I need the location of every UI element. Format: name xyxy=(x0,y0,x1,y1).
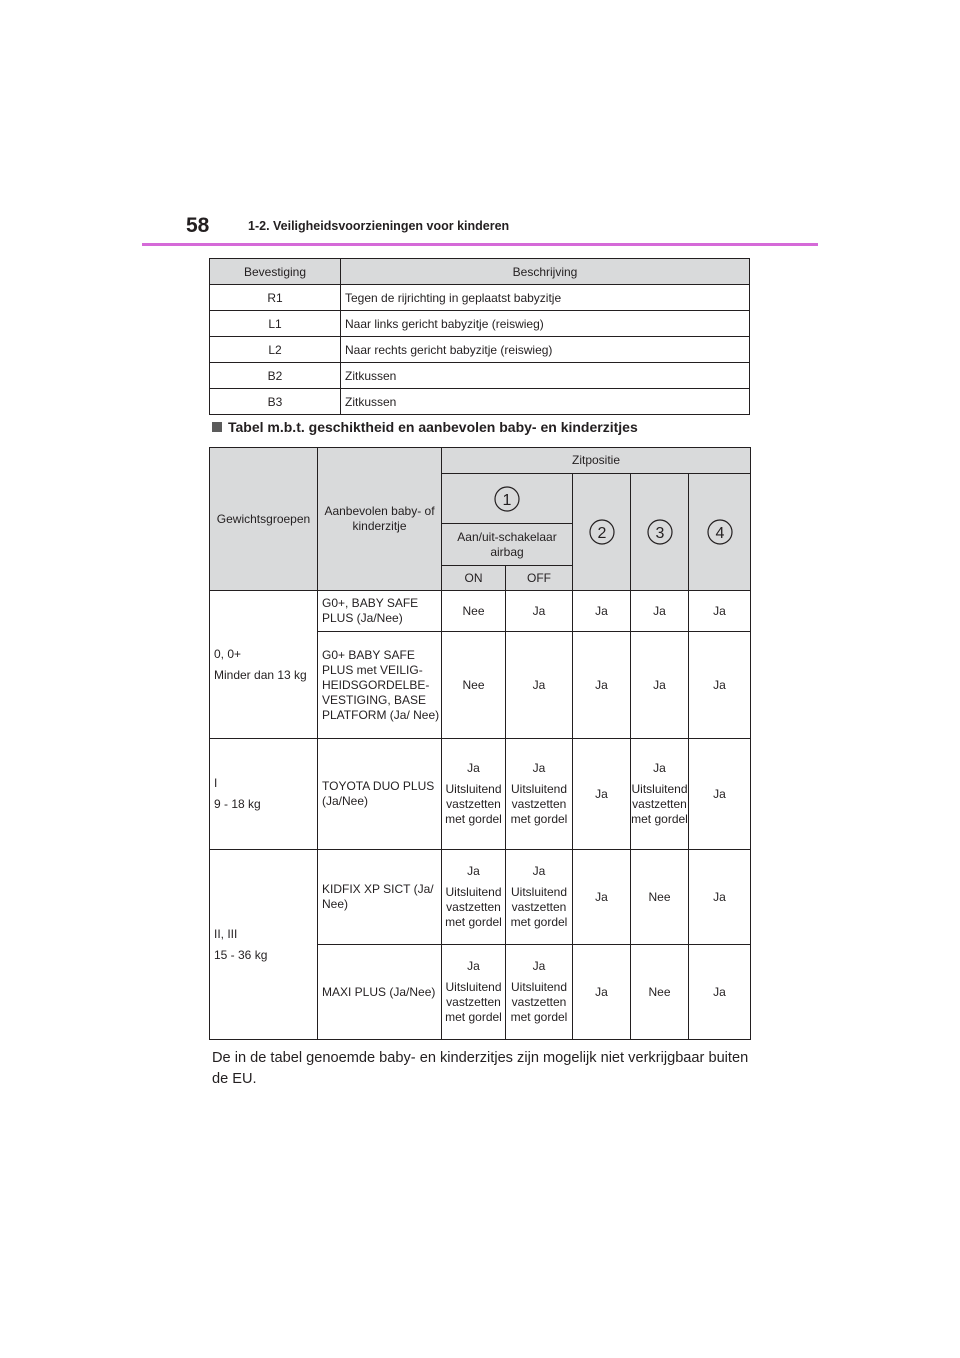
table-row xyxy=(210,389,750,415)
airbag-on-note: Uitsluitend vastzetten met gordel xyxy=(445,782,502,826)
mount-description: Naar links gericht babyzitje (reiswieg) xyxy=(341,311,750,337)
position-4-value: Ja xyxy=(689,945,751,1040)
position-3-value: Ja xyxy=(631,591,689,632)
position-2-value: Ja xyxy=(573,850,631,945)
airbag-on-note: Uitsluitend vastzetten met gordel xyxy=(445,980,502,1024)
airbag-on-value: Nee xyxy=(442,591,506,632)
mount-description: Zitkussen xyxy=(341,389,750,415)
mount-code: L1 xyxy=(210,311,341,337)
airbag-off-note: Uitsluitend vastzetten met gordel xyxy=(510,782,568,826)
airbag-off-answer: Ja xyxy=(532,761,546,775)
airbag-off-note: Uitsluitend vastzetten met gordel xyxy=(510,980,568,1024)
airbag-on-header: ON xyxy=(442,566,506,591)
position-4-value: Ja xyxy=(689,739,751,850)
column-header-description: Beschrijving xyxy=(341,259,750,285)
position-4-value: Ja xyxy=(689,850,751,945)
seat-name: G0+ BABY SAFE PLUS met VEILIGHEIDSGORDELBEVESTIGING, BASE PLATFORM (Ja/ Nee) xyxy=(318,632,442,739)
mount-code: L2 xyxy=(210,337,341,363)
airbag-off-note: Uitsluitend vastzetten met gordel xyxy=(510,885,568,929)
position-4-value: Ja xyxy=(689,591,751,632)
section-heading xyxy=(212,419,638,435)
column-header-recommended-seat: Aanbevolen baby- of kinderzitje xyxy=(318,448,442,591)
airbag-on-note: Uitsluitend vastzetten met gordel xyxy=(445,885,502,929)
position-3-note: Uitsluitend vastzetten met gordel xyxy=(631,782,688,826)
airbag-off-answer: Ja xyxy=(532,864,546,878)
table-row xyxy=(210,591,751,632)
mount-description: Naar rechts gericht babyzitje (reiswieg) xyxy=(341,337,750,363)
mount-code: R1 xyxy=(210,285,341,311)
airbag-off-value xyxy=(506,945,573,1040)
column-header-mounting: Bevestiging xyxy=(210,259,341,285)
position-2-value: Ja xyxy=(573,945,631,1040)
circled-number-4-icon xyxy=(707,519,733,545)
seat-name: TOYOTA DUO PLUS (Ja/Nee) xyxy=(318,739,442,850)
seat-name: MAXI PLUS (Ja/Nee) xyxy=(318,945,442,1040)
mounting-table xyxy=(209,258,750,415)
position-3-value xyxy=(631,739,689,850)
position-2-value: Ja xyxy=(573,632,631,739)
table-row xyxy=(210,311,750,337)
section-title: 1-2. Veiligheidsvoorzieningen voor kinderen xyxy=(248,219,510,233)
airbag-on-value xyxy=(442,945,506,1040)
airbag-on-value xyxy=(442,739,506,850)
seat-name: KIDFIX XP SICT (Ja/ Nee) xyxy=(318,850,442,945)
weight-group-cell xyxy=(210,850,318,1040)
mount-code: B3 xyxy=(210,389,341,415)
column-header-weight-groups: Gewichtsgroepen xyxy=(210,448,318,591)
position-3-value: Ja xyxy=(631,632,689,739)
airbag-on-value: Nee xyxy=(442,632,506,739)
weight-group-range: 15 - 36 kg xyxy=(214,947,268,962)
section-heading-text: Tabel m.b.t. geschiktheid en aanbevolen baby- en kinderzitjes xyxy=(228,419,638,435)
square-bullet-icon xyxy=(212,422,222,432)
seat-position-3 xyxy=(631,474,689,591)
position-3-answer: Ja xyxy=(653,761,666,775)
weight-group-cell xyxy=(210,739,318,850)
position-2-value: Ja xyxy=(573,591,631,632)
position-4-value: Ja xyxy=(689,632,751,739)
weight-group-name: 0, 0+ xyxy=(214,646,242,661)
table-row xyxy=(210,337,750,363)
weight-group-cell xyxy=(210,591,318,739)
weight-group-name: I xyxy=(214,776,218,790)
mount-description: Zitkussen xyxy=(341,363,750,389)
circled-number-1-icon xyxy=(494,486,520,512)
airbag-on-answer: Ja xyxy=(467,761,480,775)
airbag-off-answer: Ja xyxy=(532,959,546,973)
table-row xyxy=(210,285,750,311)
weight-group-range: Minder dan 13 kg xyxy=(214,667,307,682)
page-number: 58 xyxy=(186,214,210,237)
position-2-value: Ja xyxy=(573,739,631,850)
position-3-value: Nee xyxy=(631,945,689,1040)
seat-position-2 xyxy=(573,474,631,591)
mount-code: B2 xyxy=(210,363,341,389)
table-row xyxy=(210,363,750,389)
seat-name: G0+, BABY SAFE PLUS (Ja/Nee) xyxy=(318,591,442,632)
weight-group-range: 9 - 18 kg xyxy=(214,797,261,811)
airbag-off-header: OFF xyxy=(506,566,573,591)
weight-group-name: II, III xyxy=(214,926,238,941)
airbag-switch-header: Aan/uit-schakelaar airbag xyxy=(442,524,573,566)
circled-number-3-icon xyxy=(647,519,673,545)
header-divider xyxy=(142,243,818,246)
position-number: 2 xyxy=(597,525,606,542)
position-3-value: Nee xyxy=(631,850,689,945)
position-number: 3 xyxy=(655,525,664,542)
airbag-off-value: Ja xyxy=(506,632,573,739)
airbag-off-value xyxy=(506,850,573,945)
column-header-seating-position: Zitpositie xyxy=(442,448,751,474)
airbag-off-value xyxy=(506,739,573,850)
mount-description: Tegen de rijrichting in geplaatst babyzitje xyxy=(341,285,750,311)
suitability-table xyxy=(209,447,751,1040)
airbag-on-answer: Ja xyxy=(467,864,480,878)
position-number: 1 xyxy=(502,491,512,509)
airbag-off-value: Ja xyxy=(506,591,573,632)
table-row xyxy=(210,850,751,945)
seat-position-1 xyxy=(442,474,573,524)
circled-number-2-icon xyxy=(589,519,615,545)
airbag-on-answer: Ja xyxy=(467,959,480,973)
airbag-on-value xyxy=(442,850,506,945)
footnote: De in de tabel genoemde baby- en kinderzitjes zijn mogelijk niet verkrijgbaar buiten de EU. xyxy=(212,1050,749,1087)
position-number: 4 xyxy=(715,525,724,542)
table-row xyxy=(210,739,751,850)
seat-position-4 xyxy=(689,474,751,591)
